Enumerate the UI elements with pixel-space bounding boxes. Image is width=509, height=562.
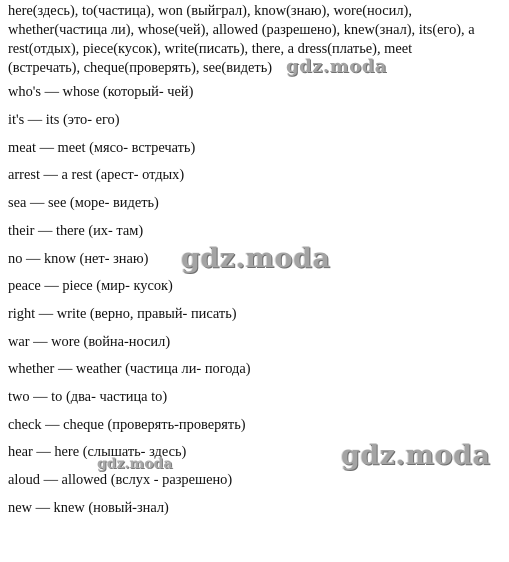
word-pair-arrest: arrest — a rest (арест- отдых) [8,167,185,183]
paragraph-line: (встречать), cheque(проверять), see(видеть) [8,60,273,76]
word-pair-new: new — knew (новый-знал) [8,500,169,516]
watermark-middle: gdz.moda [181,243,331,274]
word-pair-two: two — to (два- частица to) [8,389,168,405]
word-pair-peace: peace — piece (мир- кусок) [8,278,173,294]
intro-paragraph [8,2,508,78]
watermark-small: gdz.moda [97,456,173,472]
word-pair-right: right — write (верно, правый- писать) [8,306,237,322]
word-pair-whos: who's — whose (который- чей) [8,84,194,100]
word-pair-meat: meat — meet (мясо- встречать) [8,140,196,156]
paragraph-line: rest(отдых), piece(кусок), write(писать), there, a dress(платье), meet [8,41,413,57]
word-pair-its: it's — its (это- его) [8,112,120,128]
word-pair-sea: sea — see (море- видеть) [8,195,159,211]
word-pair-war: war — wore (война-носил) [8,334,171,350]
word-pair-no: no — know (нет- знаю) [8,251,149,267]
word-pair-whether: whether — weather (частица ли- погода) [8,361,251,377]
watermark-top: gdz.moda [286,56,387,77]
word-pair-aloud: aloud — allowed (вслух - разрешено) [8,472,233,488]
word-pair-hear: hear — here (слышать- здесь) [8,444,187,460]
watermark-right: gdz.moda [341,440,491,471]
paragraph-line: here(здесь), to(частица), won (выйграл), know(знаю), wore(носил), [8,3,412,19]
word-pair-their: their — there (их- там) [8,223,144,239]
word-pair-check: check — cheque (проверять-проверять) [8,417,246,433]
paragraph-line: whether(частица ли), whose(чей), allowed (разрешено), knew(знал), its(его), a [8,22,475,38]
